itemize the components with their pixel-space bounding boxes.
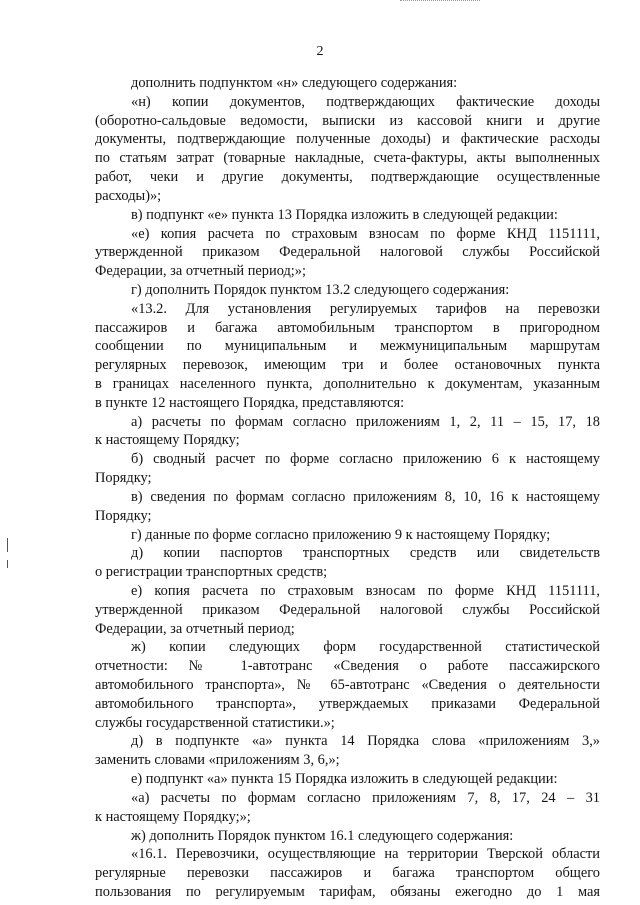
text-line: отчетности: № 1-автотранс «Сведения о работе пассажирского bbox=[95, 658, 600, 675]
text-line: автомобильного транспорта», утверждаемых приказами Федеральной bbox=[95, 695, 600, 712]
text-line: в границах населенного пункта, дополнительно к документам, указанным bbox=[95, 376, 600, 392]
text-line: Федерации, за отчетный период;»; bbox=[95, 263, 306, 280]
text-line: «е) копия расчета по страховым взносам по форме КНД 1151111, bbox=[131, 225, 600, 242]
scan-edge-artifact bbox=[400, 0, 480, 3]
text-line: «а) расчеты по формам согласно приложениям 7, 8, 17, 24 – 31 bbox=[131, 789, 600, 806]
text-line: службы государственной статистики.»; bbox=[95, 714, 335, 731]
text-line: пользования по регулируемым тарифам, обязаны ежегодно до 1 мая bbox=[95, 883, 600, 900]
text-line: сообщении по муниципальным и межмуниципальным маршрутам bbox=[95, 338, 600, 355]
page-number: 2 bbox=[316, 44, 324, 59]
scan-margin-mark bbox=[7, 560, 8, 568]
text-line: документы, подтверждающие полученные доходы) и фактические расходы bbox=[95, 131, 600, 148]
text-line: ж) копии следующих форм государственной статистической bbox=[131, 639, 600, 656]
text-line: к настоящему Порядку;»; bbox=[95, 808, 251, 825]
text-line: Порядку; bbox=[95, 507, 152, 524]
text-line: г) данные по форме согласно приложению 9 к настоящему Порядку; bbox=[131, 526, 551, 543]
text-line: утвержденной приказом Федеральной налоговой службы Российской bbox=[95, 244, 600, 261]
text-line: регулярные перевозки пассажиров и багажа транспортом общего bbox=[95, 865, 600, 882]
text-line: ж) дополнить Порядок пунктом 16.1 следующего содержания: bbox=[131, 827, 514, 844]
text-line: работ, чеки и другие документы, подтверждающие осуществленные bbox=[95, 169, 600, 186]
text-line: д) копии паспортов транспортных средств или свидетельств bbox=[131, 545, 600, 562]
text-line: утвержденной приказом Федеральной налоговой службы Российской bbox=[95, 601, 600, 618]
text-line: е) копия расчета по страховым взносам по форме КНД 1151111, bbox=[131, 582, 600, 599]
text-line: пассажиров и багажа автомобильным транспортом в пригородном bbox=[95, 319, 600, 336]
text-line: а) расчеты по формам согласно приложениям 1, 2, 11 – 15, 17, 18 bbox=[131, 413, 600, 430]
text-line: в) подпункт «е» пункта 13 Порядка изложить в следующей редакции: bbox=[131, 206, 558, 223]
text-line: «16.1. Перевозчики, осуществляющие на территории Тверской области bbox=[131, 846, 600, 863]
text-line: г) дополнить Порядок пунктом 13.2 следующего содержания: bbox=[131, 281, 510, 298]
text-line: е) подпункт «а» пункта 15 Порядка изложить в следующей редакции: bbox=[131, 771, 558, 788]
text-line: регулярных перевозок, имеющим три и более остановочных пункта bbox=[95, 357, 600, 374]
text-line: расходы)»; bbox=[95, 187, 162, 204]
text-line: (оборотно-сальдовые ведомости, выписки из кассовой книги и другие bbox=[95, 112, 600, 129]
text-line: в) сведения по формам согласно приложениям 8, 10, 16 к настоящему bbox=[131, 488, 600, 505]
scan-margin-mark bbox=[7, 538, 8, 552]
document-body bbox=[95, 74, 600, 902]
text-line: «н) копии документов, подтверждающих фактические доходы bbox=[131, 93, 600, 110]
text-line: к настоящему Порядку; bbox=[95, 432, 240, 449]
text-line: б) сводный расчет по форме согласно приложению 6 к настоящему bbox=[131, 451, 600, 468]
text-line: Порядку; bbox=[95, 470, 152, 487]
text-line: Федерации, за отчетный период; bbox=[95, 620, 295, 637]
text-line: о регистрации транспортных средств; bbox=[95, 564, 328, 581]
text-line: автомобильного транспорта», № 65-автотранс «Сведения о деятельности bbox=[95, 677, 600, 693]
text-line: дополнить подпунктом «н» следующего содержания: bbox=[131, 75, 458, 91]
text-line: заменить словами «приложениям 3, 6,»; bbox=[95, 752, 340, 769]
text-line: «13.2. Для установления регулируемых тарифов на перевозки bbox=[131, 300, 600, 317]
text-line: в пункте 12 настоящего Порядка, представляются: bbox=[95, 394, 405, 411]
text-line: по статьям затрат (товарные накладные, счета-фактуры, акты выполненных bbox=[95, 150, 600, 167]
text-line: д) в подпункте «а» пункта 14 Порядка слова «приложениям 3,» bbox=[131, 733, 600, 750]
